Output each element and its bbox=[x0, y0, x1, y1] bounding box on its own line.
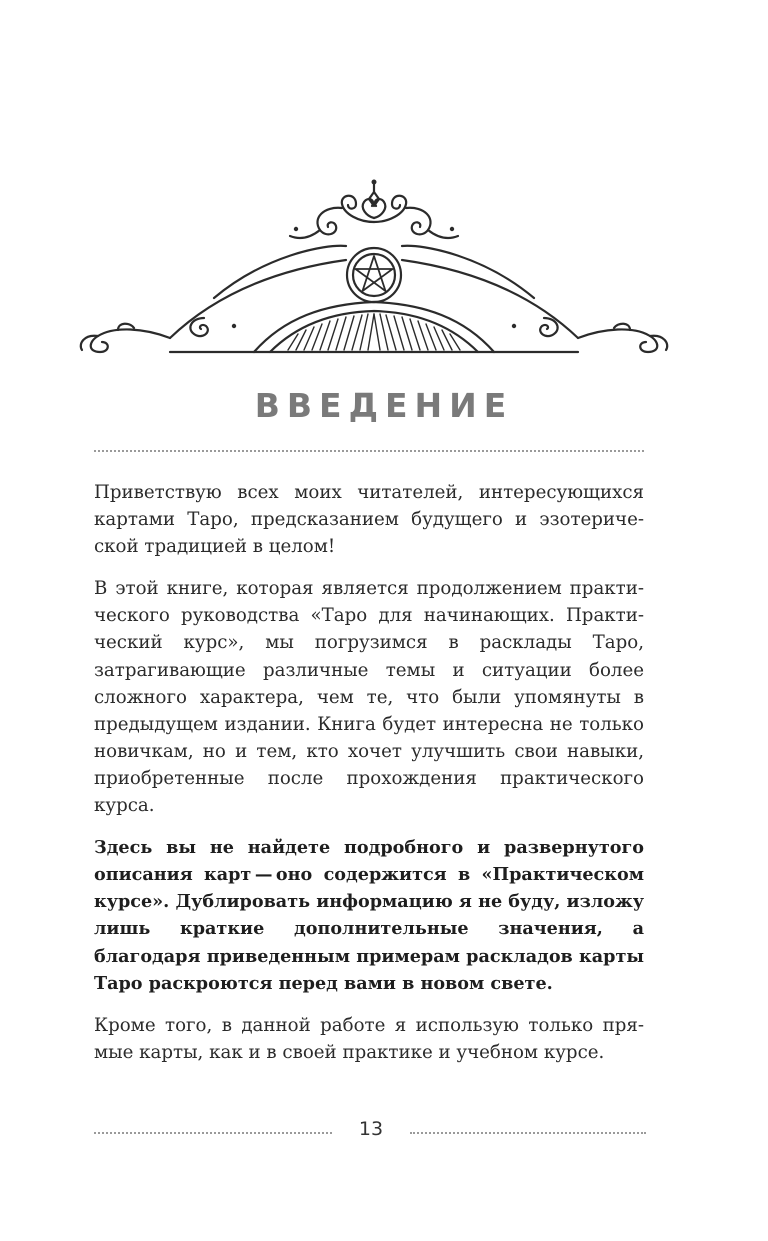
paragraph-upright-cards: Кроме того, в данной работе я использую только прямые карты, как и в своей практике и учебном курсе. bbox=[94, 1014, 644, 1063]
body-text bbox=[94, 479, 644, 1081]
paragraph-emphasis: Здесь вы не найдете подробного и развернутого описания карт — оно содержится в «Практическом курсе». Дублировать информацию я не буду, изложу лишь краткие дополнительные значения, а благодаря приведенным примерам раскладов карты Таро раскроются перед вами в новом свете. bbox=[94, 837, 644, 994]
chapter-title: ВВЕДЕНИЕ bbox=[254, 386, 514, 425]
footer-divider-left bbox=[94, 1132, 332, 1134]
page-number: 13 bbox=[358, 1118, 384, 1140]
pentagram-arch-ornament-icon bbox=[74, 178, 694, 358]
paragraph-greeting: Приветствую всех моих читателей, интересующихся картами Таро, предсказанием будущего и эзотерической традицией в целом! bbox=[94, 482, 644, 558]
paragraph-book-intro: В этой книге, которая является продолжением практического руководства «Таро для начинающих. Практический курс», мы погрузимся в расклады Таро, затрагивающие различные темы и ситуации более сложного характера, чем те, что были упомянуты в предыдущем издании. Книга будет интересна не только новичкам, но и тем, кто хочет улучшить свои навыки, приобретенные после прохождения практического курса. bbox=[94, 578, 644, 817]
title-divider bbox=[94, 450, 644, 452]
footer-divider-right bbox=[410, 1132, 646, 1134]
